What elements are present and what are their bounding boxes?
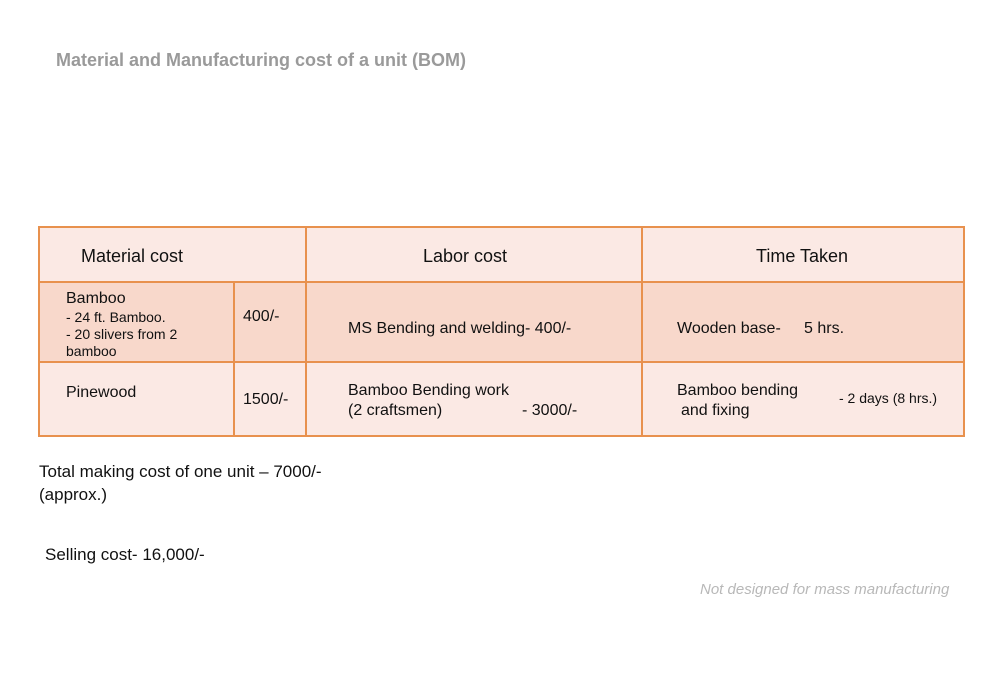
labor-cost-value: MS Bending and welding- 400/- bbox=[348, 320, 572, 337]
table-header-row bbox=[40, 228, 963, 283]
selling-cost: Selling cost- 16,000/- bbox=[45, 545, 205, 564]
header-labor-cost: Labor cost bbox=[423, 246, 508, 266]
column-divider bbox=[641, 228, 643, 435]
footnote: Not designed for mass manufacturing bbox=[700, 581, 950, 598]
page-title: Material and Manufacturing cost of a unit (BOM) bbox=[56, 50, 467, 70]
header-material-cost: Material cost bbox=[81, 246, 184, 266]
labor-description: Bamboo Bending work bbox=[348, 382, 509, 399]
time-value: - 2 days (8 hrs.) bbox=[839, 390, 938, 406]
time-item: Wooden base- bbox=[677, 320, 781, 337]
total-cost-line: Total making cost of one unit – 7000/- bbox=[39, 462, 322, 481]
total-cost-approx: (approx.) bbox=[39, 485, 108, 504]
labor-description: (2 craftsmen) bbox=[348, 402, 443, 419]
material-detail: - 24 ft. Bamboo. bbox=[66, 309, 166, 325]
material-cost-value: 400/- bbox=[243, 308, 280, 325]
time-value: 5 hrs. bbox=[804, 320, 845, 337]
table-row bbox=[40, 283, 963, 363]
material-name: Bamboo bbox=[66, 290, 126, 307]
material-name: Pinewood bbox=[66, 384, 137, 401]
labor-cost-value: - 3000/- bbox=[522, 402, 578, 419]
bom-table bbox=[38, 226, 965, 437]
column-divider bbox=[233, 281, 235, 435]
table-row bbox=[40, 363, 963, 435]
time-item: and fixing bbox=[681, 402, 750, 419]
time-item: Bamboo bending bbox=[677, 382, 798, 399]
material-detail: - 20 slivers from 2 bbox=[66, 326, 178, 342]
material-detail: bamboo bbox=[66, 343, 117, 359]
material-cost-value: 1500/- bbox=[243, 391, 289, 408]
header-time-taken: Time Taken bbox=[756, 246, 849, 266]
column-divider bbox=[305, 228, 307, 435]
